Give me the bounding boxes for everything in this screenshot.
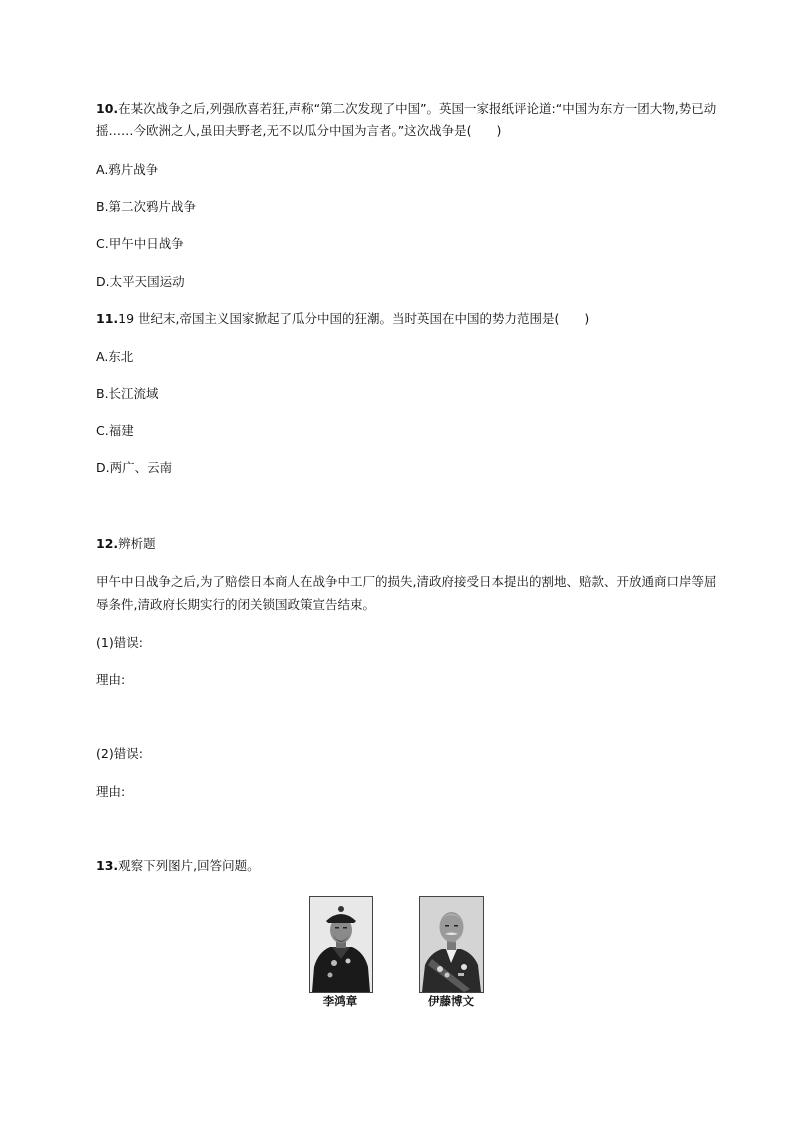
q10-stem-line1 bbox=[96, 101, 716, 117]
q12-error1-label: (1)错误: bbox=[96, 635, 143, 650]
q11-number: 11. bbox=[96, 311, 119, 326]
photo-caption-li-hongzhang: 李鸿章 bbox=[322, 994, 358, 1008]
q10-number: 10. bbox=[96, 101, 119, 116]
q12-reason2-label: 理由: bbox=[96, 784, 126, 799]
q10-option-b: B.第二次鸦片战争 bbox=[96, 199, 197, 214]
q11-option-d: D.两广、云南 bbox=[96, 460, 173, 475]
q12-reason1-label: 理由: bbox=[96, 672, 126, 687]
q10-stem-text: 在某次战争之后,列强欣喜若狂,声称“第二次发现了中国”。英国一家报纸评论道:“中国为东方一团大物,势已动 bbox=[118, 101, 717, 116]
q12-error2-label: (2)错误: bbox=[96, 746, 143, 761]
q10-option-c: C.甲午中日战争 bbox=[96, 236, 184, 251]
photo-caption-ito-hirobumi: 伊藤博文 bbox=[428, 994, 474, 1008]
q13-stem bbox=[96, 858, 260, 874]
q10-stem-line2: 摇……今欧洲之人,虽田夫野老,无不以瓜分中国为言者。”这次战争是( ) bbox=[96, 123, 502, 138]
q11-option-c: C.福建 bbox=[96, 423, 134, 438]
q12-number: 12. bbox=[96, 536, 119, 551]
portrait-ito-hirobumi-icon bbox=[419, 896, 484, 993]
q13-number: 13. bbox=[96, 858, 119, 873]
portrait-li-hongzhang-icon bbox=[309, 896, 373, 993]
q13-stem-text: 观察下列图片,回答问题。 bbox=[118, 858, 260, 873]
q12-passage-line2: 辱条件,清政府长期实行的闭关锁国政策宣告结束。 bbox=[96, 597, 375, 612]
q10-option-d: D.太平天国运动 bbox=[96, 274, 185, 289]
q12-title bbox=[96, 536, 156, 552]
q11-stem-text: 19 世纪末,帝国主义国家掀起了瓜分中国的狂潮。当时英国在中国的势力范围是( ) bbox=[118, 311, 590, 326]
q11-option-a: A.东北 bbox=[96, 349, 134, 364]
q11-option-b: B.长江流域 bbox=[96, 386, 159, 401]
q11-stem bbox=[96, 311, 589, 327]
q12-passage-line1: 甲午中日战争之后,为了赔偿日本商人在战争中工厂的损失,清政府接受日本提出的割地、赔款、开放通商口岸等屈 bbox=[96, 574, 717, 589]
q12-title-text: 辨析题 bbox=[118, 536, 156, 551]
q10-option-a: A.鸦片战争 bbox=[96, 162, 159, 177]
